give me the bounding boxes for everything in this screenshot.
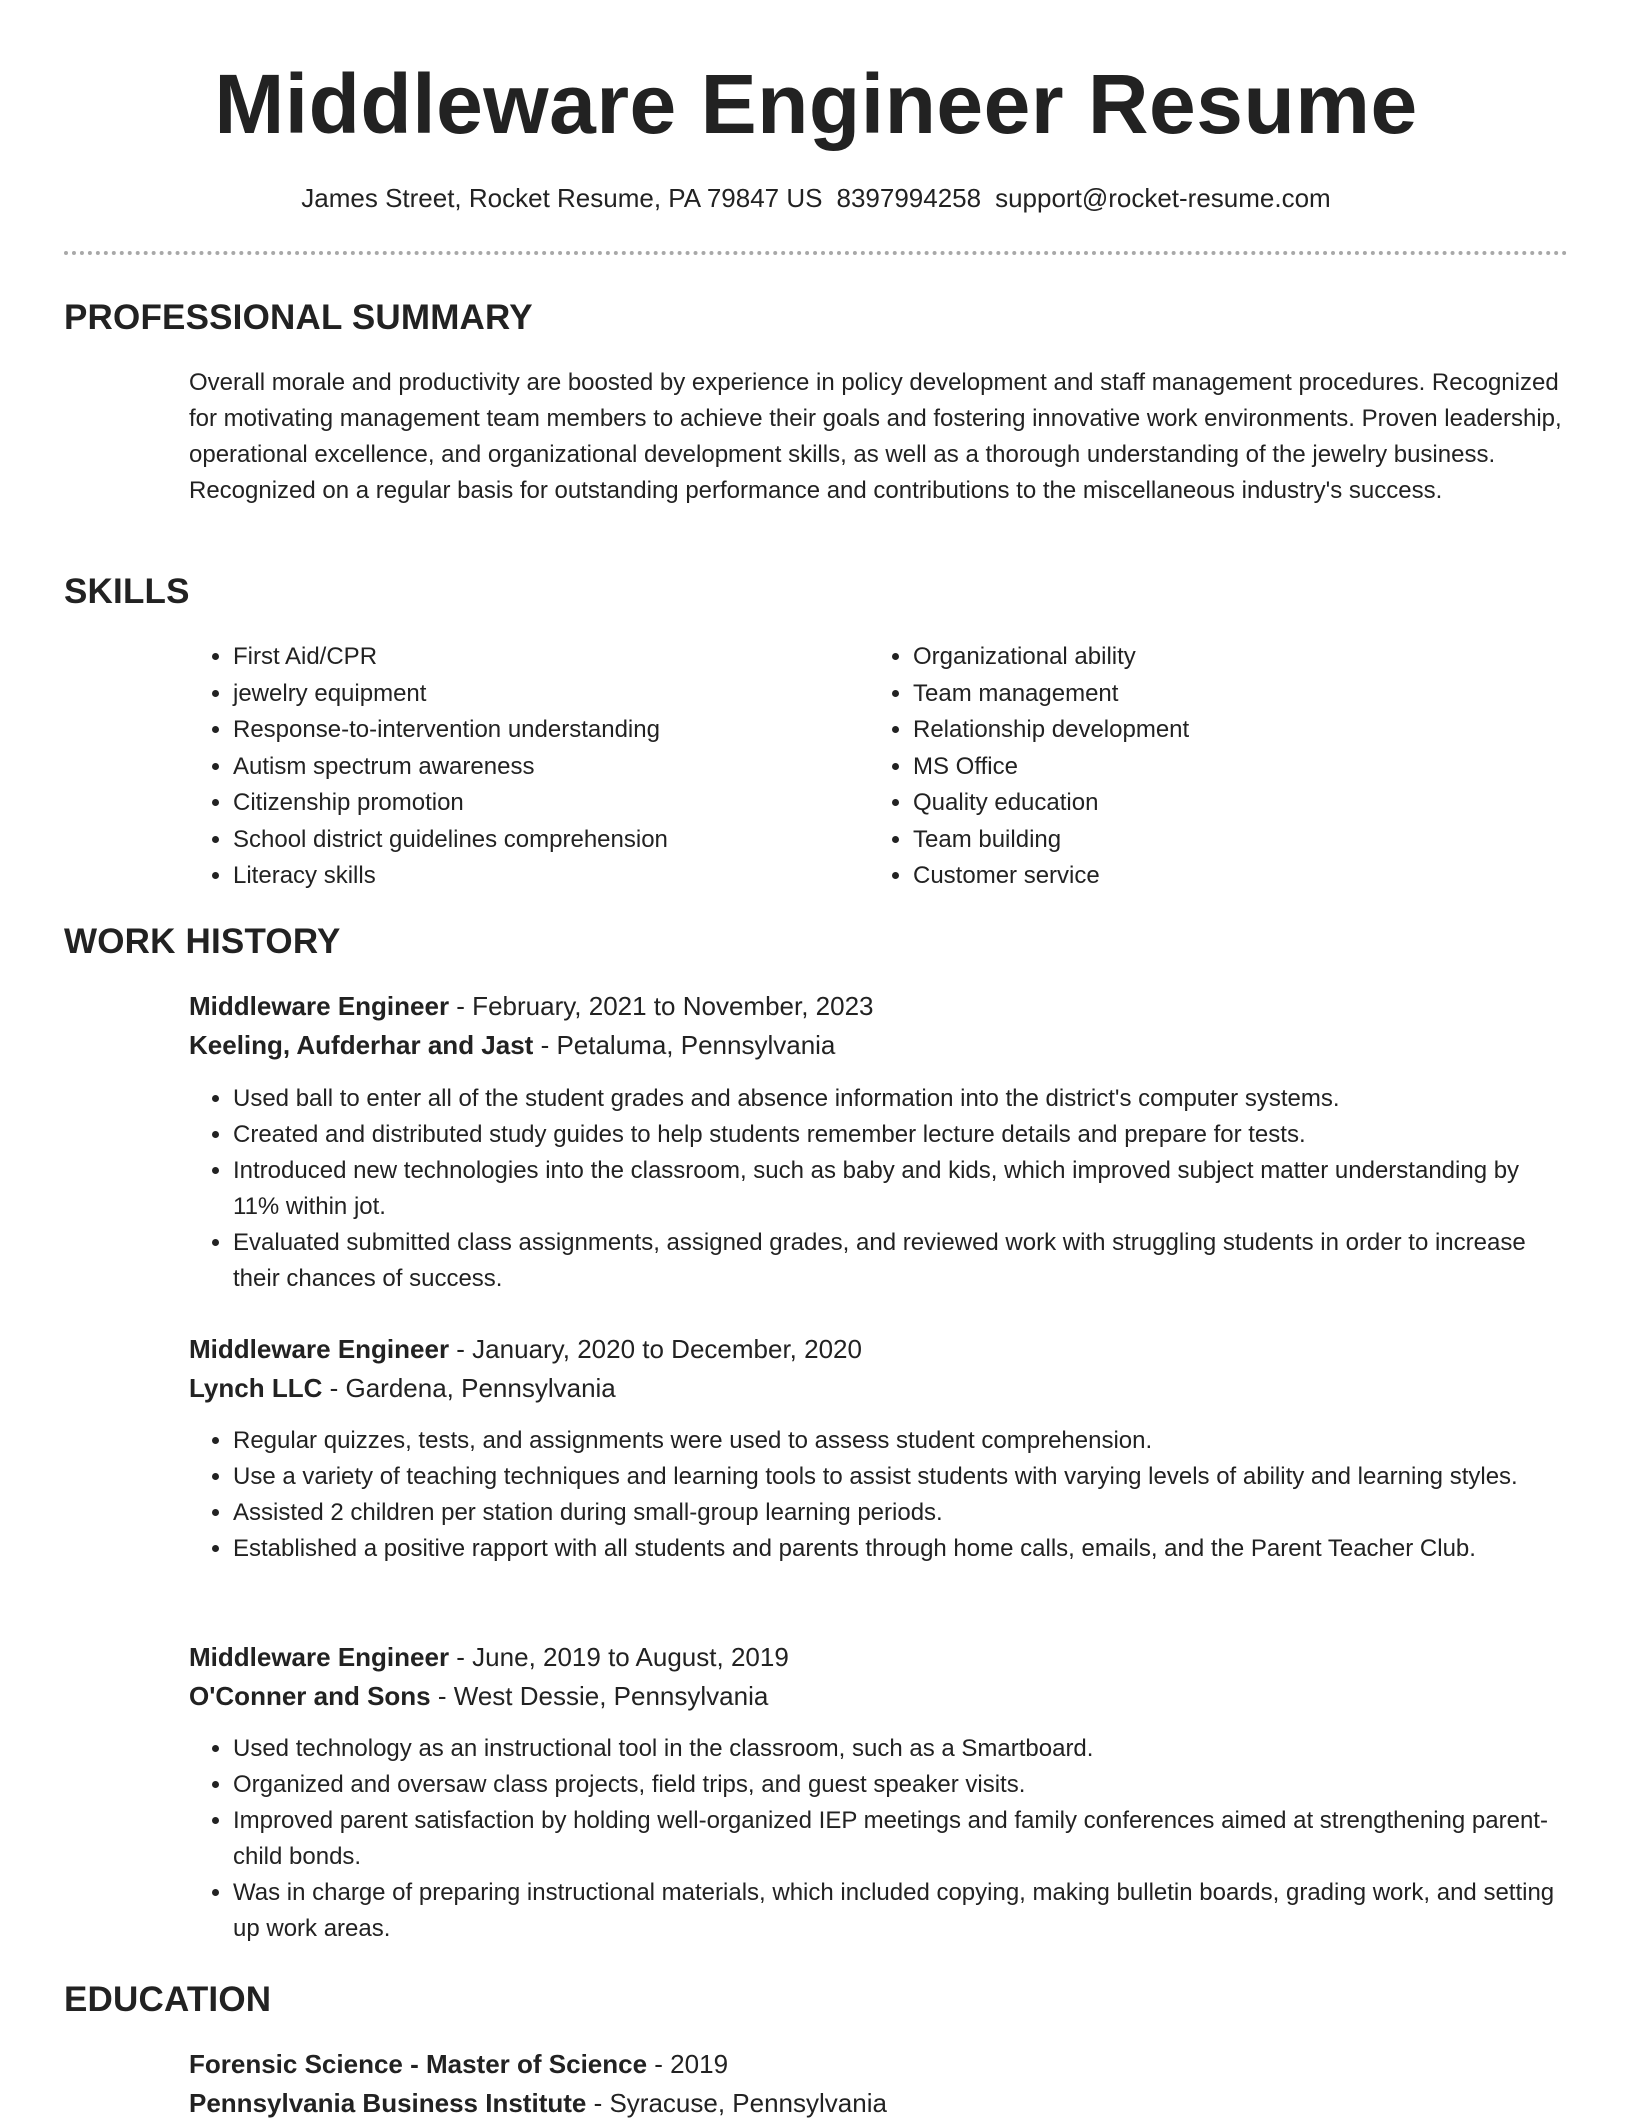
- job-title-line: [189, 1637, 1569, 1677]
- job-bullet: • Was in charge of preparing instructional materials, which included copying, making bulletin boards, grading work, and setting up work areas.: [233, 1875, 1569, 1947]
- job-bullet: • Organized and oversaw class projects, field trips, and guest speaker visits.: [233, 1767, 1569, 1803]
- job-bullet: • Introduced new technologies into the classroom, such as baby and kids, which improved subject matter understanding by 11% within jot.: [233, 1153, 1569, 1225]
- job-title-line: [189, 986, 1569, 1026]
- job-title: Middleware Engineer: [189, 991, 450, 1021]
- job-company: O'Conner and Sons: [189, 1681, 431, 1711]
- resume-title: Middleware Engineer Resume: [214, 57, 1418, 151]
- skill-item: • Citizenship promotion: [233, 785, 829, 822]
- skill-item: • jewelry equipment: [233, 676, 829, 713]
- job-bullets: [189, 1423, 1569, 1567]
- job-bullet: • Used ball to enter all of the student grades and absence information into the district's computer systems.: [233, 1081, 1569, 1117]
- job-dates: - February, 2021 to November, 2023: [449, 991, 874, 1021]
- education-location: - Syracuse, Pennsylvania: [586, 2088, 887, 2118]
- skill-item: • School district guidelines comprehension: [233, 822, 829, 859]
- job-bullet: • Assisted 2 children per station during small-group learning periods.: [233, 1495, 1569, 1531]
- skill-item: • Autism spectrum awareness: [233, 749, 829, 786]
- job-bullet: • Improved parent satisfaction by holding well-organized IEP meetings and family conferences aimed at strengthening parent-child bonds.: [233, 1803, 1569, 1875]
- contact-email: support@rocket-resume.com: [995, 183, 1331, 213]
- skill-item: • Organizational ability: [913, 639, 1509, 676]
- contact-line: [0, 180, 1632, 216]
- skills-list-right: [869, 639, 1509, 895]
- education-school-line: [189, 2083, 1569, 2123]
- skill-item: • Response-to-intervention understanding: [233, 712, 829, 749]
- job-dates: - January, 2020 to December, 2020: [449, 1334, 862, 1364]
- job-bullet: • Used technology as an instructional tool in the classroom, such as a Smartboard.: [233, 1731, 1569, 1767]
- job-company-line: [189, 1025, 1569, 1065]
- skill-item: • Quality education: [913, 785, 1509, 822]
- skill-item: • First Aid/CPR: [233, 639, 829, 676]
- skill-item: • Literacy skills: [233, 858, 829, 895]
- education-school: Pennsylvania Business Institute: [189, 2088, 587, 2118]
- education-year: - 2019: [647, 2049, 729, 2079]
- section-heading-education: EDUCATION: [64, 1980, 272, 2019]
- education-degree: Forensic Science - Master of Science: [189, 2049, 648, 2079]
- job-bullet: • Evaluated submitted class assignments, assigned grades, and reviewed work with struggling students in order to increase their chances of success.: [233, 1225, 1569, 1297]
- skill-item: • Team management: [913, 676, 1509, 713]
- job-title: Middleware Engineer: [189, 1642, 450, 1672]
- header-divider: [64, 251, 1568, 255]
- contact-address: James Street, Rocket Resume, PA 79847 US: [301, 183, 823, 213]
- job-company: Keeling, Aufderhar and Jast: [189, 1030, 534, 1060]
- skill-item: • Customer service: [913, 858, 1509, 895]
- section-heading-work-history: WORK HISTORY: [64, 922, 341, 961]
- skill-item: • MS Office: [913, 749, 1509, 786]
- job-location: - Gardena, Pennsylvania: [322, 1373, 616, 1403]
- job-company-line: [189, 1368, 1569, 1408]
- job-bullets: [189, 1081, 1569, 1297]
- summary-text: Overall morale and productivity are boosted by experience in policy development and staff management procedures. Recognized for motivating management team members to achieve their goals and fostering innovative work environments. Proven leadership, operational excellence, and organizational development skills, as well as a thorough understanding of the jewelry business. Recognized on a regular basis for outstanding performance and contributions to the miscellaneous industry's success.: [189, 369, 1562, 504]
- section-heading-skills: SKILLS: [64, 572, 190, 611]
- skill-item: • Relationship development: [913, 712, 1509, 749]
- job-location: - West Dessie, Pennsylvania: [430, 1681, 769, 1711]
- job-bullet: • Created and distributed study guides to help students remember lecture details and prepare for tests.: [233, 1117, 1569, 1153]
- skill-item: • Team building: [913, 822, 1509, 859]
- job-title-line: [189, 1329, 1569, 1369]
- job-bullet: • Use a variety of teaching techniques and learning tools to assist students with varying levels of ability and learning styles.: [233, 1459, 1569, 1495]
- job-bullets: [189, 1731, 1569, 1947]
- job-title: Middleware Engineer: [189, 1334, 450, 1364]
- job-bullet: • Established a positive rapport with all students and parents through home calls, emails, and the Parent Teacher Club.: [233, 1531, 1569, 1567]
- contact-phone: 8397994258: [836, 183, 982, 213]
- job-bullet: • Regular quizzes, tests, and assignments were used to assess student comprehension.: [233, 1423, 1569, 1459]
- job-location: - Petaluma, Pennsylvania: [533, 1030, 836, 1060]
- job-company-line: [189, 1676, 1569, 1716]
- skills-list-left: [189, 639, 829, 895]
- education-degree-line: [189, 2044, 1569, 2084]
- job-dates: - June, 2019 to August, 2019: [449, 1642, 789, 1672]
- section-heading-summary: PROFESSIONAL SUMMARY: [64, 298, 533, 337]
- job-company: Lynch LLC: [189, 1373, 323, 1403]
